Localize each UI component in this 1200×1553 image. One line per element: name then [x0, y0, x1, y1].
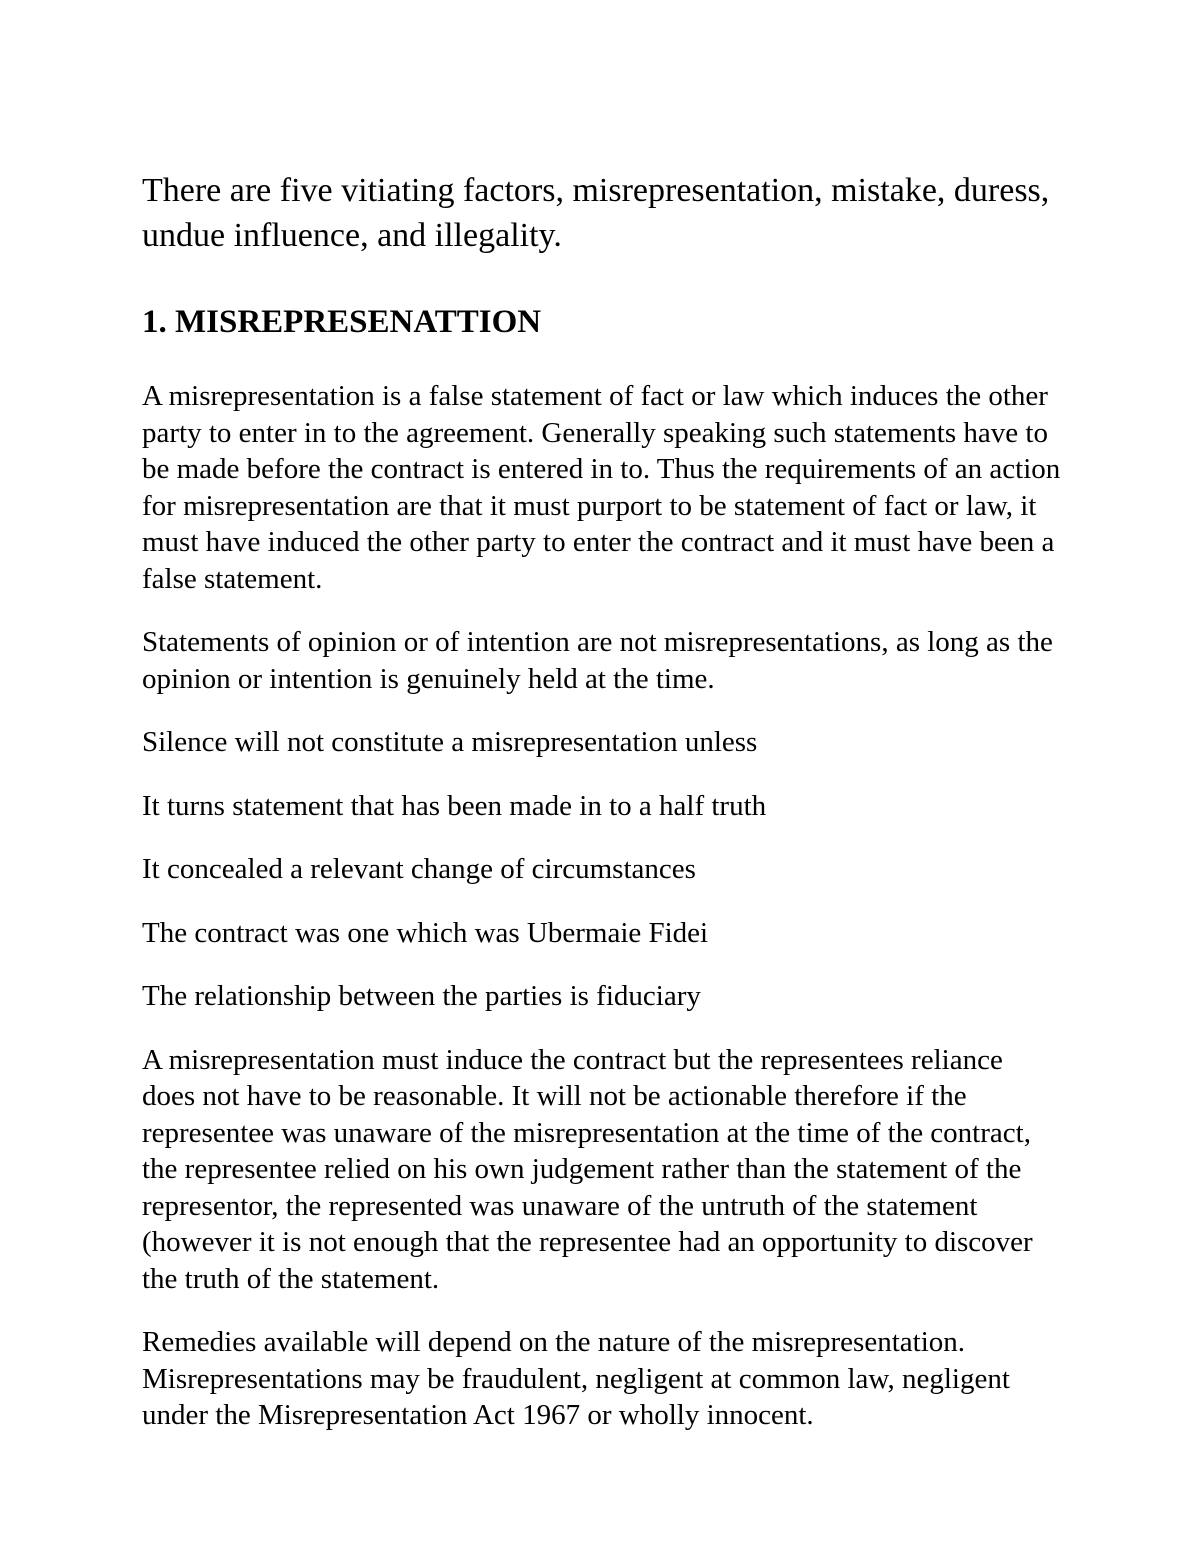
change-of-circumstances-line: It concealed a relevant change of circumstances	[142, 853, 696, 885]
uberrimae-fidei-line: The contract was one which was Ubermaie Fidei	[142, 916, 709, 949]
remedies-paragraph: Remedies available will depend on the nature of the misrepresentation. Misrepresentations may be fraudulent, negligent at common law, negligent under the Misrepresentation Act 1967 or wholly innocent.	[142, 1326, 1010, 1431]
fiduciary-line: The relationship between the parties is fiduciary	[142, 980, 701, 1012]
intro-paragraph: There are five vitiating factors, misrepresentation, mistake, duress, undue influence, and illegality.	[142, 172, 1050, 254]
section-heading: 1. MISREPRESENATTION	[142, 304, 542, 340]
opinion-paragraph: Statements of opinion or of intention are not misrepresentations, as long as the opinion or intention is genuinely held at the time.	[142, 626, 1053, 695]
half-truth-line: It turns statement that has been made in to a half truth	[142, 789, 767, 822]
definition-paragraph: A misrepresentation is a false statement of fact or law which induces the other party to enter in to the agreement. Generally speaking such statements have to be made before the contract is entered in to. Thus the requirements of an action for misrepresentation are that it must purport to be statement of fact or law, it must have induced the other party to enter the contract and it must have been a false statement.	[142, 380, 1061, 595]
document-body	[142, 168, 1062, 1461]
inducement-paragraph: A misrepresentation must induce the contract but the representees reliance does not have to be reasonable. It will not be actionable therefore if the representee was unaware of the misrepresentation at the time of the contract, the representee relied on his own judgement rather than the statement of the representor, the represented was unaware of the untruth of the statement (however it is not enough that the representee had an opportunity to discover the truth of the statement.	[142, 1043, 1033, 1295]
silence-paragraph: Silence will not constitute a misrepresentation unless	[142, 726, 758, 758]
